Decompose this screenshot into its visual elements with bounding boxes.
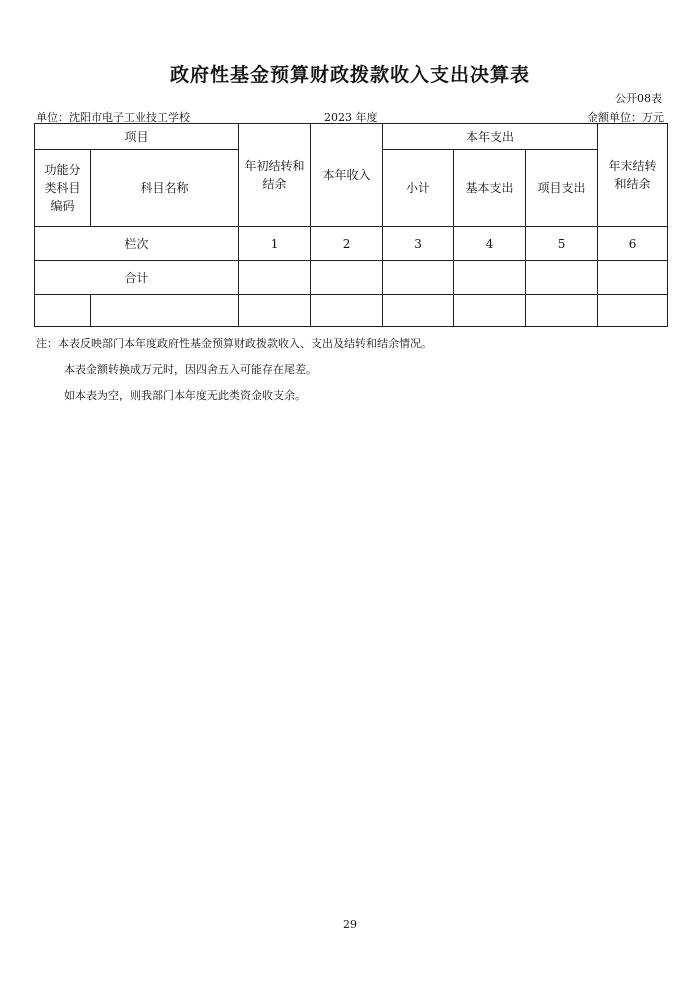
note-line: 本表金额转换成万元时，因四舍五入可能存在尾差。 <box>64 363 317 376</box>
header-func-code: 功能分 类科目 编码 <box>35 150 91 227</box>
table-cell <box>383 295 454 327</box>
table-cell <box>526 261 598 295</box>
table-cell <box>383 261 454 295</box>
header-expenditure: 本年支出 <box>383 124 598 150</box>
fiscal-year: 2023 年度 <box>324 111 378 124</box>
col-index: 5 <box>526 227 598 261</box>
table-cell <box>598 261 668 295</box>
col-index: 4 <box>454 227 526 261</box>
header-basic-exp: 基本支出 <box>454 150 526 227</box>
total-label: 合计 <box>35 261 239 295</box>
col-index: 3 <box>383 227 454 261</box>
table-cell <box>311 261 383 295</box>
header-subject-name: 科目名称 <box>91 150 239 227</box>
table-cell <box>91 295 239 327</box>
form-number: 公开08表 <box>615 92 662 105</box>
table-cell <box>454 261 526 295</box>
table-cell <box>598 295 668 327</box>
note-line: 注：本表反映部门本年度政府性基金预算财政拨款收入、支出及结转和结余情况。 <box>36 337 432 350</box>
report-table <box>34 123 668 327</box>
col-index: 6 <box>598 227 668 261</box>
table-cell <box>311 295 383 327</box>
amount-unit: 金额单位：万元 <box>587 111 664 124</box>
table-row <box>35 261 668 295</box>
header-begin-balance: 年初结转和 结余 <box>239 124 311 227</box>
table-cell <box>239 295 311 327</box>
col-index: 1 <box>239 227 311 261</box>
note-line: 如本表为空，则我部门本年度无此类资金收支余。 <box>64 389 306 402</box>
page-title: 政府性基金预算财政拨款收入支出决算表 <box>169 64 530 86</box>
header-subtotal: 小计 <box>383 150 454 227</box>
unit-label: 单位：沈阳市电子工业技工学校 <box>36 111 190 124</box>
table-row <box>35 295 668 327</box>
table-row <box>35 227 668 261</box>
table-cell <box>35 295 91 327</box>
page-number: 29 <box>343 918 357 931</box>
col-index-label: 栏次 <box>35 227 239 261</box>
table-cell <box>239 261 311 295</box>
header-income: 本年收入 <box>311 124 383 227</box>
header-end-balance: 年末结转 和结余 <box>598 124 668 227</box>
col-index: 2 <box>311 227 383 261</box>
header-project: 项目 <box>35 124 239 150</box>
table-cell <box>454 295 526 327</box>
table-cell <box>526 295 598 327</box>
header-project-exp: 项目支出 <box>526 150 598 227</box>
